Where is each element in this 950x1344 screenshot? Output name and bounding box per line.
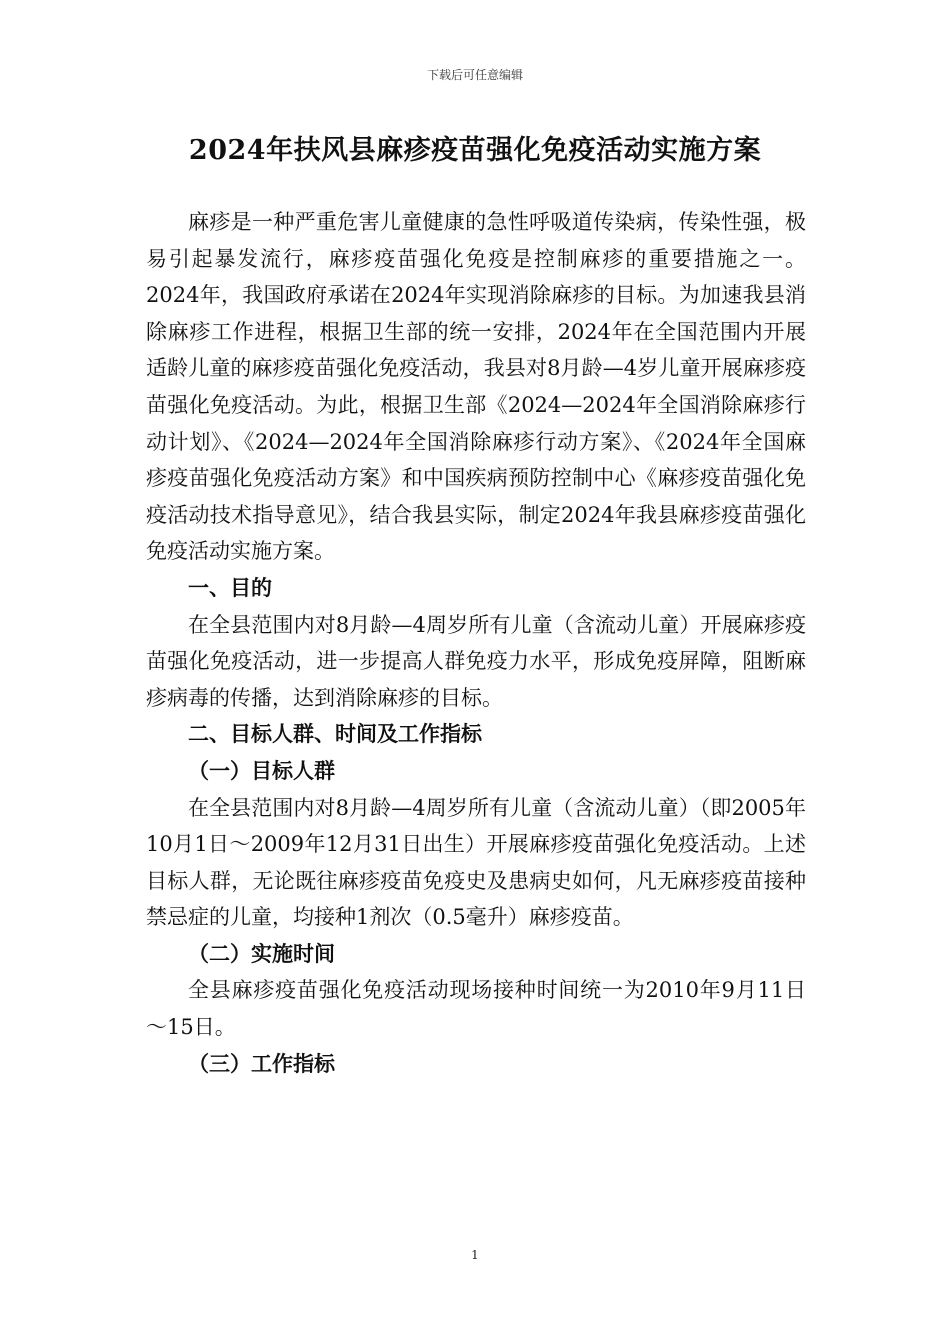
header-note: 下载后可任意编辑 xyxy=(426,68,523,82)
subheading-work-indicators: （三）工作指标 xyxy=(188,1050,335,1076)
section-heading-targets: 二、目标人群、时间及工作指标 xyxy=(188,721,482,747)
implementation-time-paragraph: 全县麻疹疫苗强化免疫活动现场接种时间统一为2010年9月11日～15日。 xyxy=(146,978,806,1040)
target-population-paragraph: 在全县范围内对8月龄—4周岁所有儿童（含流动儿童）（即2005年10月1日～2009年12月31日出生）开展麻疹疫苗强化免疫活动。上述目标人群，无论既往麻疹疫苗免疫史及患病史如何，凡无麻疹疫苗接种禁忌症的儿童，均接种1剂次（0.5毫升）麻疹疫苗。 xyxy=(146,795,806,930)
purpose-paragraph: 在全县范围内对8月龄—4周岁所有儿童（含流动儿童）开展麻疹疫苗强化免疫活动，进一步提高人群免疫力水平，形成免疫屏障，阻断麻疹病毒的传播，达到消除麻疹的目标。 xyxy=(146,612,806,710)
subheading-implementation-time: （二）实施时间 xyxy=(188,940,335,966)
document-title: 2024年扶风县麻疹疫苗强化免疫活动实施方案 xyxy=(188,135,762,166)
subheading-target-population: （一）目标人群 xyxy=(188,757,335,783)
intro-paragraph: 麻疹是一种严重危害儿童健康的急性呼吸道传染病，传染性强，极易引起暴发流行，麻疹疫苗强化免疫是控制麻疹的重要措施之一。2024年，我国政府承诺在2024年实现消除麻疹的目标。为加速我县消除麻疹工作进程，根据卫生部的统一安排，2024年在全国范围内开展适龄儿童的麻疹疫苗强化免疫活动，我县对8月龄—4岁儿童开展麻疹疫苗强化免疫活动。为此，根据卫生部《2024—2024年全国消除麻疹行动计划》、《2024—2024年全国消除麻疹行动方案》、《2024年全国麻疹疫苗强化免疫活动方案》和中国疾病预防控制中心《麻疹疫苗强化免疫活动技术指导意见》，结合我县实际，制定2024年我县麻疹疫苗强化免疫活动实施方案。 xyxy=(146,210,806,564)
document-body xyxy=(146,204,806,1082)
page-number: 1 xyxy=(471,1248,479,1262)
section-heading-purpose: 一、目的 xyxy=(188,574,272,600)
